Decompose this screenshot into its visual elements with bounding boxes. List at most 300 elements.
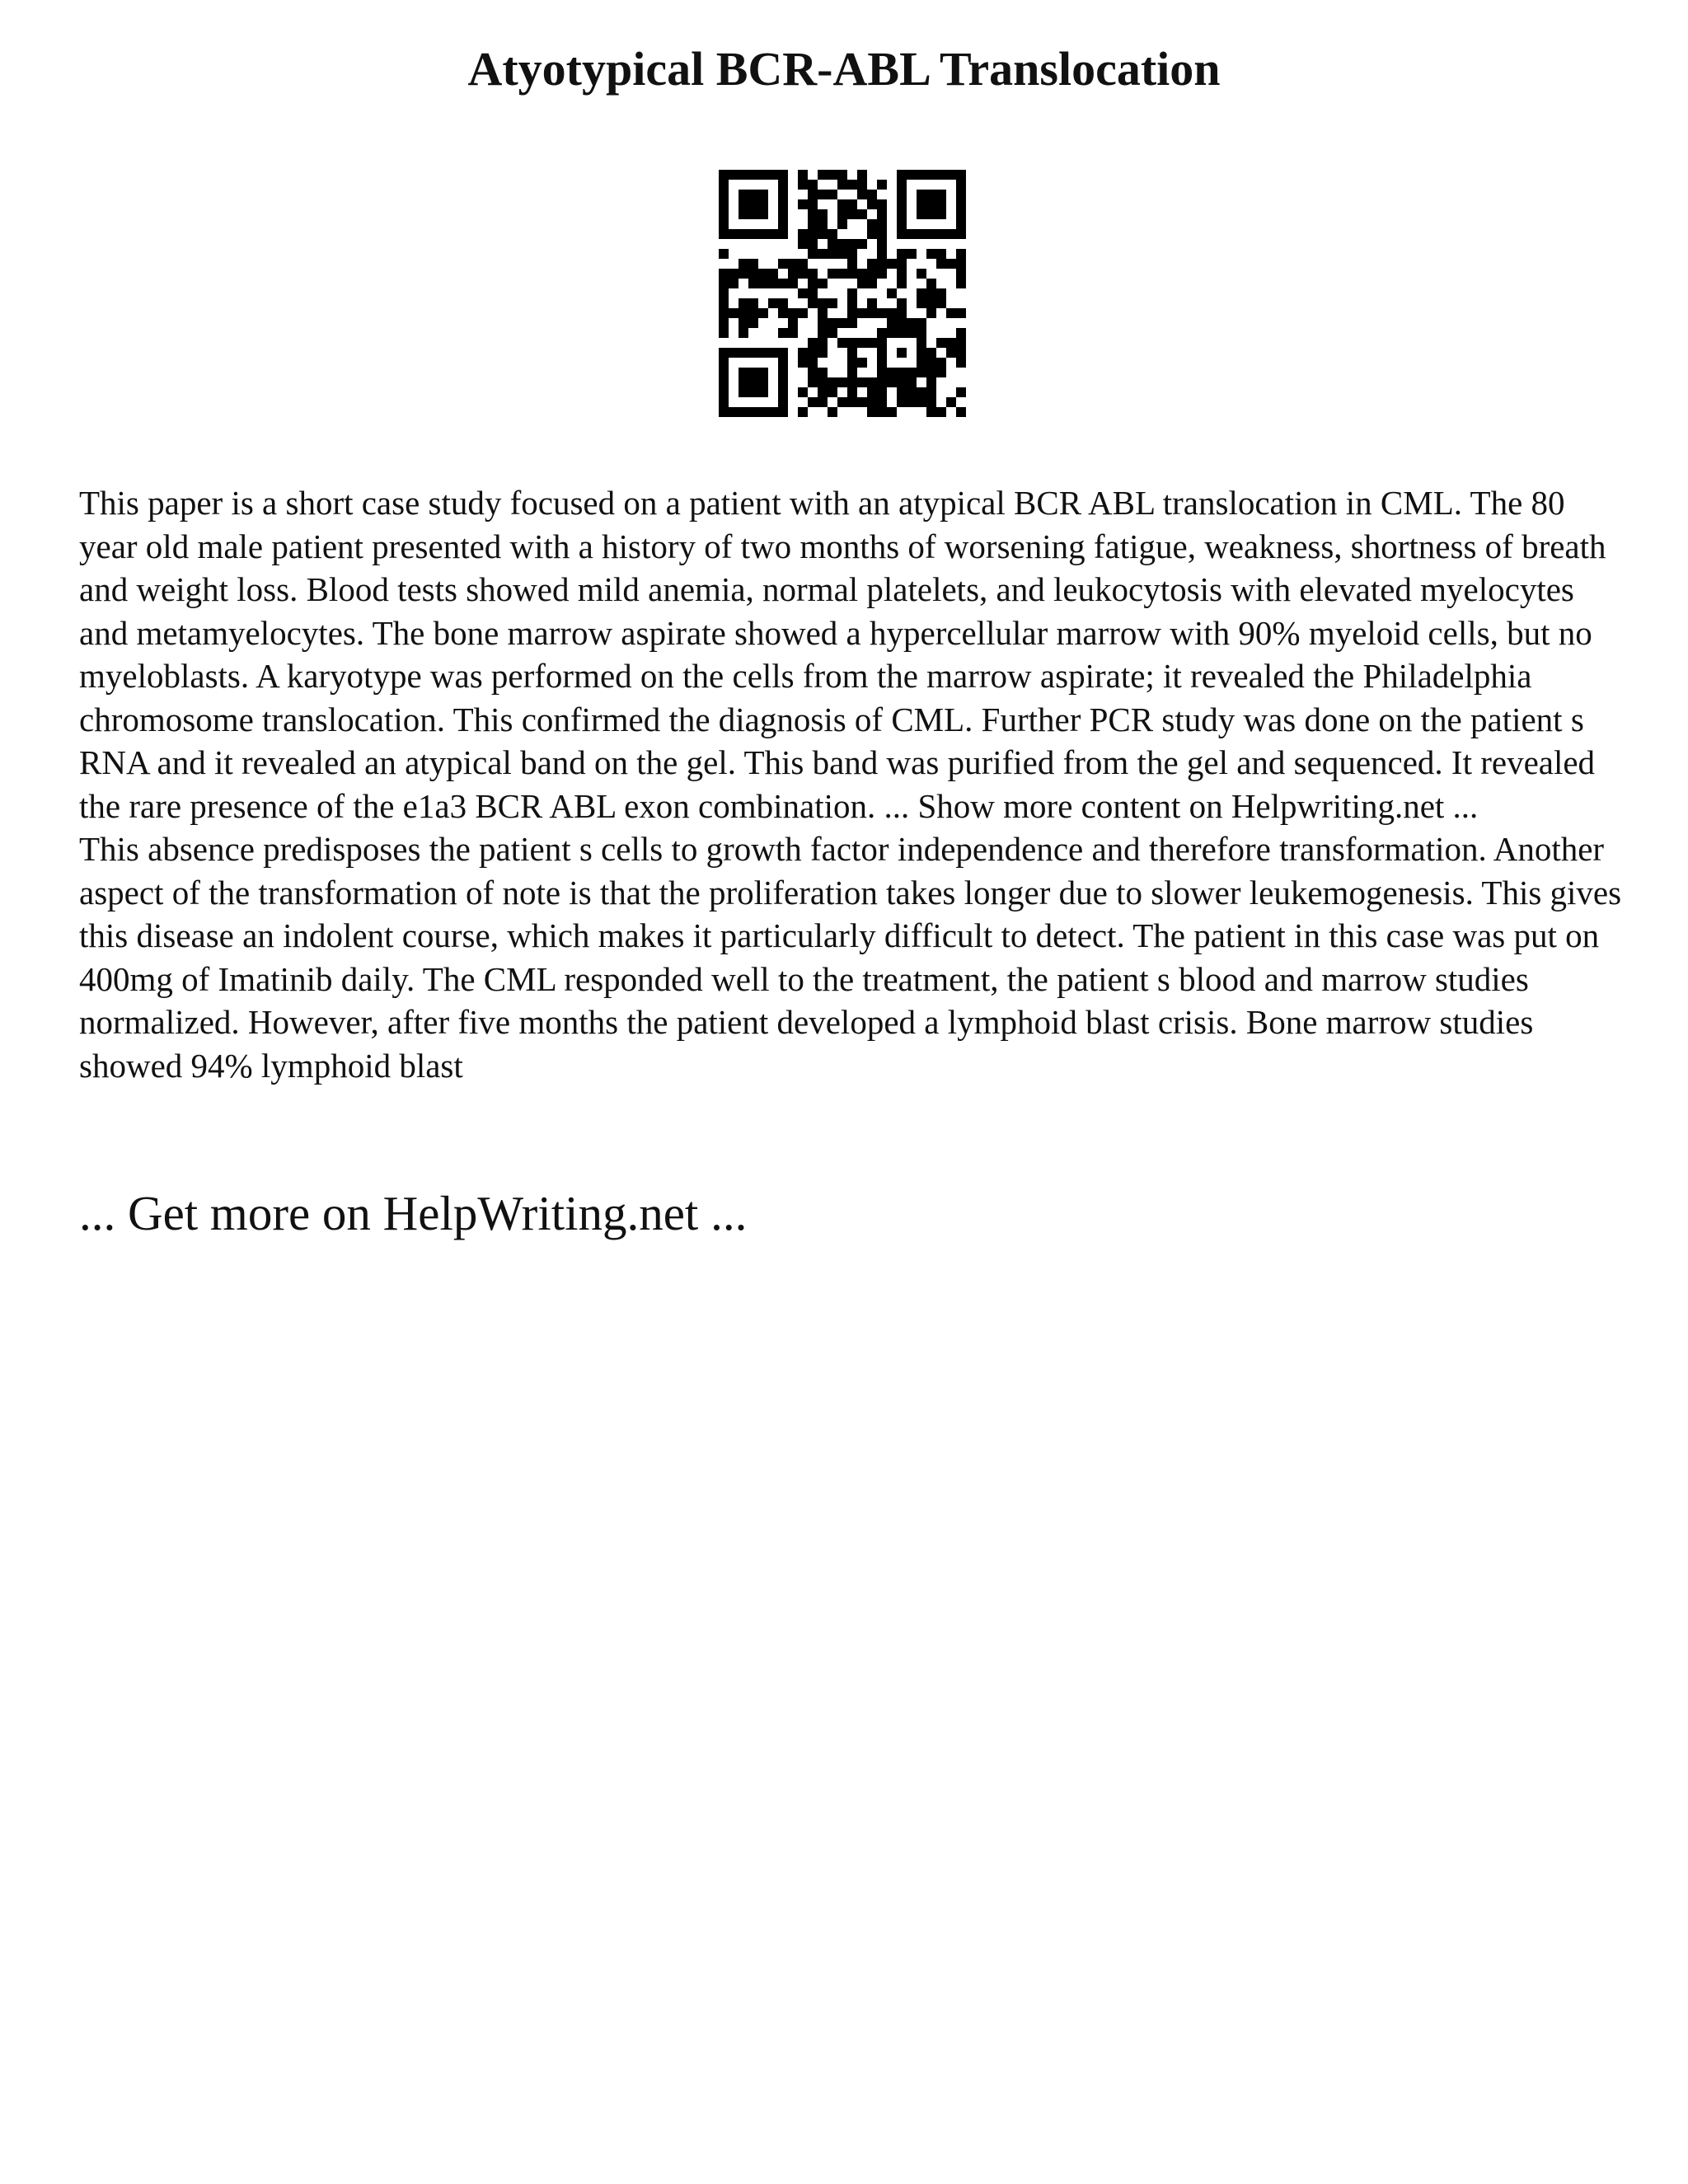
qr-module xyxy=(877,249,887,259)
qr-module xyxy=(936,358,946,368)
qr-module xyxy=(778,407,788,417)
qr-module xyxy=(738,328,748,338)
qr-module xyxy=(768,298,778,308)
qr-module xyxy=(758,387,768,397)
qr-module xyxy=(887,407,897,417)
qr-module xyxy=(778,377,788,387)
qr-module xyxy=(798,348,808,358)
qr-module xyxy=(897,199,907,209)
qr-module xyxy=(897,180,907,190)
qr-module xyxy=(956,348,966,358)
qr-module xyxy=(719,318,729,328)
qr-module xyxy=(956,358,966,368)
qr-module xyxy=(778,229,788,239)
qr-module xyxy=(847,239,857,249)
qr-module xyxy=(847,338,857,348)
qr-module xyxy=(788,259,798,269)
qr-module xyxy=(729,407,738,417)
qr-module xyxy=(936,407,946,417)
qr-module xyxy=(719,377,729,387)
qr-module xyxy=(719,348,729,358)
qr-module xyxy=(926,288,936,298)
qr-module xyxy=(867,387,877,397)
qr-module xyxy=(837,338,847,348)
qr-module xyxy=(877,397,887,407)
qr-module xyxy=(917,199,926,209)
qr-module xyxy=(758,407,768,417)
qr-module xyxy=(956,387,966,397)
qr-module xyxy=(907,328,917,338)
qr-module xyxy=(818,308,828,318)
qr-module xyxy=(897,328,907,338)
qr-module xyxy=(719,397,729,407)
qr-module xyxy=(719,209,729,219)
qr-module xyxy=(926,209,936,219)
qr-module xyxy=(758,377,768,387)
qr-module xyxy=(897,377,907,387)
qr-module xyxy=(847,180,857,190)
qr-module xyxy=(867,259,877,269)
qr-module xyxy=(956,229,966,239)
qr-module xyxy=(828,239,837,249)
qr-module xyxy=(758,209,768,219)
qr-module xyxy=(897,368,907,377)
qr-module xyxy=(738,170,748,180)
qr-module xyxy=(808,190,818,199)
qr-module xyxy=(768,279,778,288)
qr-module xyxy=(828,229,837,239)
qr-module xyxy=(956,249,966,259)
qr-module xyxy=(778,219,788,229)
qr-module xyxy=(887,259,897,269)
qr-module xyxy=(778,170,788,180)
qr-module xyxy=(719,298,729,308)
qr-module xyxy=(748,407,758,417)
qr-module xyxy=(828,377,837,387)
qr-module xyxy=(887,328,897,338)
qr-module xyxy=(887,288,897,298)
qr-module xyxy=(808,397,818,407)
qr-module xyxy=(808,249,818,259)
qr-module xyxy=(917,397,926,407)
qr-module xyxy=(917,209,926,219)
qr-module xyxy=(926,298,936,308)
qr-module xyxy=(748,377,758,387)
qr-module xyxy=(926,348,936,358)
qr-module xyxy=(778,259,788,269)
qr-module xyxy=(818,170,828,180)
qr-module xyxy=(946,308,956,318)
qr-module xyxy=(936,199,946,209)
qr-module xyxy=(738,199,748,209)
qr-module xyxy=(897,397,907,407)
qr-module xyxy=(729,308,738,318)
qr-module xyxy=(818,318,828,328)
qr-module xyxy=(778,397,788,407)
qr-module xyxy=(907,249,917,259)
qr-module xyxy=(926,199,936,209)
qr-module xyxy=(877,368,887,377)
qr-module xyxy=(926,377,936,387)
qr-module xyxy=(758,279,768,288)
qr-module xyxy=(828,328,837,338)
qr-module xyxy=(857,338,867,348)
qr-module xyxy=(877,338,887,348)
qr-module xyxy=(808,239,818,249)
qr-module xyxy=(748,279,758,288)
qr-module xyxy=(867,279,877,288)
qr-module xyxy=(877,387,887,397)
qr-module xyxy=(798,170,808,180)
qr-module xyxy=(808,358,818,368)
qr-module xyxy=(828,407,837,417)
qr-module xyxy=(837,180,847,190)
qr-module xyxy=(897,269,907,279)
qr-module xyxy=(936,209,946,219)
qr-module xyxy=(837,318,847,328)
qr-module xyxy=(719,288,729,298)
qr-module xyxy=(887,368,897,377)
qr-module xyxy=(897,298,907,308)
qr-module xyxy=(926,407,936,417)
qr-module xyxy=(798,239,808,249)
qr-module xyxy=(798,199,808,209)
qr-module xyxy=(798,269,808,279)
qr-module xyxy=(956,308,966,318)
qr-module xyxy=(837,397,847,407)
qr-module xyxy=(897,318,907,328)
qr-module xyxy=(877,229,887,239)
qr-module xyxy=(867,190,877,199)
qr-module xyxy=(857,397,867,407)
qr-module xyxy=(758,199,768,209)
qr-module xyxy=(926,170,936,180)
qr-module xyxy=(758,368,768,377)
qr-module xyxy=(758,348,768,358)
qr-module xyxy=(956,279,966,288)
qr-module xyxy=(719,170,729,180)
qr-module xyxy=(926,190,936,199)
qr-module xyxy=(877,269,887,279)
qr-module xyxy=(837,209,847,219)
qr-module xyxy=(818,338,828,348)
qr-module xyxy=(887,308,897,318)
qr-module xyxy=(738,190,748,199)
qr-module xyxy=(917,387,926,397)
qr-module xyxy=(867,199,877,209)
qr-module xyxy=(857,170,867,180)
qr-module xyxy=(897,249,907,259)
qr-module xyxy=(926,229,936,239)
qr-module xyxy=(946,348,956,358)
qr-module xyxy=(837,170,847,180)
qr-module xyxy=(917,229,926,239)
get-more-link[interactable]: ... Get more on HelpWriting.net ... xyxy=(79,1186,748,1240)
qr-module xyxy=(729,269,738,279)
qr-module xyxy=(847,368,857,377)
qr-module xyxy=(897,259,907,269)
qr-module xyxy=(956,338,966,348)
qr-module xyxy=(798,308,808,318)
qr-module xyxy=(719,199,729,209)
qr-module xyxy=(887,377,897,387)
qr-module xyxy=(956,180,966,190)
qr-module xyxy=(828,298,837,308)
qr-module xyxy=(768,170,778,180)
qr-module xyxy=(936,229,946,239)
qr-module xyxy=(748,190,758,199)
qr-module xyxy=(778,387,788,397)
qr-module xyxy=(917,298,926,308)
qr-module xyxy=(897,219,907,229)
qr-module xyxy=(897,209,907,219)
qr-module xyxy=(877,239,887,249)
qr-module xyxy=(917,328,926,338)
qr-module xyxy=(729,229,738,239)
qr-module xyxy=(847,377,857,387)
qr-module xyxy=(877,358,887,368)
qr-module xyxy=(798,288,808,298)
qr-module xyxy=(956,269,966,279)
qr-module xyxy=(818,209,828,219)
qr-module xyxy=(917,338,926,348)
qr-module xyxy=(936,190,946,199)
qr-module xyxy=(818,377,828,387)
qr-module xyxy=(738,377,748,387)
qr-module xyxy=(847,308,857,318)
qr-module xyxy=(897,279,907,288)
qr-module xyxy=(897,348,907,358)
qr-module xyxy=(917,368,926,377)
qr-module xyxy=(808,229,818,239)
qr-module xyxy=(956,259,966,269)
qr-module xyxy=(857,358,867,368)
qr-module xyxy=(788,279,798,288)
qr-module xyxy=(719,219,729,229)
qr-module xyxy=(748,170,758,180)
qr-module xyxy=(729,170,738,180)
qr-module xyxy=(837,239,847,249)
qr-module xyxy=(808,298,818,308)
qr-module xyxy=(808,269,818,279)
qr-module xyxy=(907,170,917,180)
qr-module xyxy=(798,259,808,269)
qr-module xyxy=(867,219,877,229)
qr-module xyxy=(778,308,788,318)
qr-module xyxy=(719,308,729,318)
qr-module xyxy=(946,229,956,239)
qr-module xyxy=(926,279,936,288)
qr-module xyxy=(956,407,966,417)
qr-module xyxy=(768,229,778,239)
qr-module xyxy=(847,397,857,407)
qr-module xyxy=(818,219,828,229)
qr-module xyxy=(828,249,837,259)
qr-module xyxy=(847,209,857,219)
qr-module xyxy=(847,199,857,209)
qr-module xyxy=(798,387,808,397)
qr-module xyxy=(847,288,857,298)
qr-module xyxy=(798,229,808,239)
qr-module xyxy=(818,229,828,239)
qr-module xyxy=(946,170,956,180)
qr-module xyxy=(897,170,907,180)
qr-module xyxy=(847,387,857,397)
qr-module xyxy=(907,377,917,387)
qr-module xyxy=(818,387,828,397)
qr-module xyxy=(738,269,748,279)
qr-module xyxy=(818,249,828,259)
qr-module xyxy=(778,348,788,358)
qr-module xyxy=(946,397,956,407)
qr-module xyxy=(778,180,788,190)
qr-module xyxy=(808,279,818,288)
qr-module xyxy=(758,229,768,239)
qr-module xyxy=(837,249,847,259)
qr-module xyxy=(738,318,748,328)
qr-module xyxy=(818,190,828,199)
qr-module xyxy=(798,358,808,368)
qr-module xyxy=(738,259,748,269)
qr-module xyxy=(867,377,877,387)
qr-module xyxy=(738,229,748,239)
qr-module xyxy=(808,180,818,190)
qr-module xyxy=(936,298,946,308)
qr-module xyxy=(867,407,877,417)
qr-module xyxy=(917,348,926,358)
qr-module xyxy=(738,209,748,219)
qr-module xyxy=(867,308,877,318)
qr-module xyxy=(808,209,818,219)
qr-module xyxy=(907,318,917,328)
qr-module xyxy=(857,209,867,219)
qr-module xyxy=(867,338,877,348)
qr-module xyxy=(738,407,748,417)
qr-module xyxy=(778,190,788,199)
qr-module xyxy=(808,338,818,348)
qr-module xyxy=(907,397,917,407)
qr-module xyxy=(719,387,729,397)
qr-module xyxy=(748,368,758,377)
qr-module xyxy=(877,219,887,229)
qr-module xyxy=(758,190,768,199)
qr-module xyxy=(926,249,936,259)
qr-module xyxy=(778,209,788,219)
qr-module xyxy=(778,199,788,209)
qr-module xyxy=(907,368,917,377)
qr-module xyxy=(847,358,857,368)
qr-module xyxy=(857,190,867,199)
qr-module xyxy=(818,298,828,308)
qr-module xyxy=(808,219,818,229)
qr-module xyxy=(818,328,828,338)
qr-module xyxy=(778,368,788,377)
qr-module xyxy=(897,190,907,199)
qr-module xyxy=(729,279,738,288)
qr-module xyxy=(719,269,729,279)
qr-module xyxy=(768,269,778,279)
qr-module xyxy=(897,308,907,318)
qr-module xyxy=(758,269,768,279)
qr-module xyxy=(926,397,936,407)
qr-module xyxy=(917,269,926,279)
qr-module xyxy=(867,269,877,279)
qr-module xyxy=(808,348,818,358)
qr-module xyxy=(828,269,837,279)
qr-module xyxy=(877,407,887,417)
qr-module xyxy=(828,190,837,199)
qr-module xyxy=(857,377,867,387)
qr-module xyxy=(907,229,917,239)
qr-code xyxy=(719,170,966,417)
qr-module xyxy=(748,387,758,397)
qr-module xyxy=(788,328,798,338)
qr-module xyxy=(818,397,828,407)
qr-module xyxy=(719,407,729,417)
qr-module xyxy=(877,180,887,190)
qr-module xyxy=(748,259,758,269)
qr-module xyxy=(758,308,768,318)
qr-module xyxy=(788,308,798,318)
qr-module xyxy=(738,368,748,377)
qr-module xyxy=(808,288,818,298)
qr-module xyxy=(956,199,966,209)
qr-module xyxy=(778,298,788,308)
qr-module xyxy=(926,358,936,368)
qr-module xyxy=(808,199,818,209)
qr-module xyxy=(897,387,907,397)
qr-module xyxy=(847,269,857,279)
qr-module xyxy=(907,387,917,397)
qr-module xyxy=(917,318,926,328)
qr-module xyxy=(867,229,877,239)
qr-module xyxy=(877,259,887,269)
qr-module xyxy=(748,298,758,308)
qr-module xyxy=(936,170,946,180)
qr-module xyxy=(917,288,926,298)
qr-module xyxy=(936,259,946,269)
qr-module xyxy=(847,348,857,358)
paragraph-2: This absence predisposes the patient s cells to growth factor independence and therefore transformation. Another aspect of the transformation of note is that the proliferation takes longer due to slower leukemogenesis. This gives this disease an indolent course, which makes it particularly difficult to detect. The patient in this case was put on 400mg of Imatinib daily. The CML responded well to the treatment, the patient s blood and marrow studies normalized. However, after five months the patient developed a lymphoid blast crisis. Bone marrow studies showed 94% lymphoid blast xyxy=(79,830,1622,1085)
qr-module xyxy=(936,288,946,298)
qr-module xyxy=(778,358,788,368)
qr-module xyxy=(748,318,758,328)
qr-module xyxy=(857,279,867,288)
qr-module xyxy=(897,229,907,239)
qr-module xyxy=(936,338,946,348)
qr-module xyxy=(719,358,729,368)
paragraph-1: This paper is a short case study focused on a patient with an atypical BCR ABL translocation in CML. The 80 year old male patient presented with a history of two months of worsening fatigue, weakness, shortness of breath and weight loss. Blood tests showed mild anemia, normal platelets, and leukocytosis with elevated myelocytes and metamyelocytes. The bone marrow aspirate showed a hypercellular marrow with 90% myeloid cells, but no myeloblasts. A karyotype was performed on the cells from the marrow aspirate; it revealed the Philadelphia chromosome translocation. This confirmed the diagnosis of CML. Further PCR study was done on the patient s RNA and it revealed an atypical band on the gel. This band was purified from the gel and sequenced. It revealed the rare presence of the e1a3 BCR ABL exon combination. ... Show more content on Helpwriting.net ... xyxy=(79,484,1606,825)
qr-module xyxy=(748,348,758,358)
document-body xyxy=(79,481,1629,1087)
qr-module xyxy=(738,298,748,308)
qr-module xyxy=(738,348,748,358)
qr-module xyxy=(798,407,808,417)
qr-module xyxy=(719,279,729,288)
document-title: Atyotypical BCR-ABL Translocation xyxy=(467,42,1221,96)
qr-module xyxy=(798,180,808,190)
qr-module xyxy=(877,328,887,338)
qr-module xyxy=(857,269,867,279)
qr-module xyxy=(917,358,926,368)
qr-module xyxy=(936,368,946,377)
qr-module xyxy=(926,387,936,397)
qr-module xyxy=(719,249,729,259)
qr-code-image xyxy=(719,170,966,417)
qr-module xyxy=(818,279,828,288)
qr-module xyxy=(867,298,877,308)
qr-module xyxy=(857,180,867,190)
